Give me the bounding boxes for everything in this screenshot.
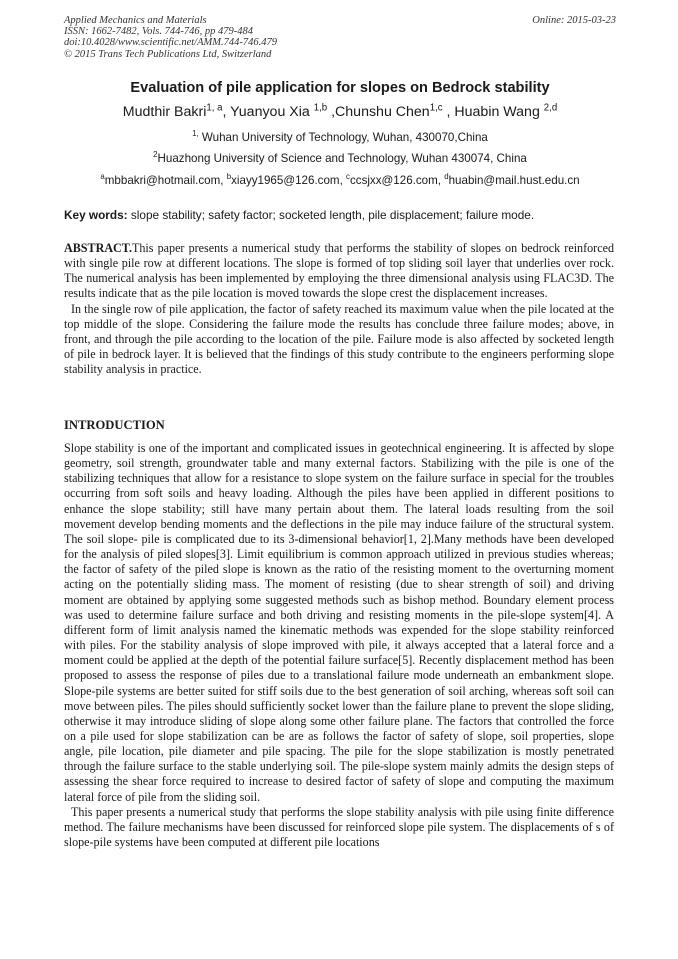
- journal-copyright: © 2015 Trans Tech Publications Ltd, Switzerland: [64, 48, 272, 60]
- abstract-paragraph-2: In the single row of pile application, the factor of safety reached its maximum value when the pile located at the top middle of the slope. Considering the failure mode the results has conclude three failure modes; above, in front, and through the pile according to the location of the pile. Failure mode is also affected by socketed length of pile in bedrock layer. It is believed that the findings of this study contribute to the engineers performing slope stability analysis in practice.: [64, 301, 614, 377]
- author-sup: 1,b: [313, 102, 328, 114]
- author-name: Yuanyou Xia: [230, 104, 310, 120]
- keywords-label: Key words:: [64, 208, 128, 222]
- abstract: [64, 241, 614, 377]
- abstract-paragraph-1: [64, 241, 614, 302]
- author-name: Mudthir Bakri: [122, 104, 207, 120]
- journal-header: [64, 15, 616, 60]
- affiliation-sup: 2: [153, 150, 158, 160]
- abstract-text: This paper presents a numerical study that performs the stability of slopes on bedrock reinforced with single pile row at different locations. The slope is formed of top sliding soil layer that underlies over rock. The numerical analysis has been implemented by employing the three dimensional analysis using FLAC3D. The results indicate that as the pile location is moved towards the slope crest the displacement increases.: [64, 241, 614, 301]
- email-sup: b: [226, 172, 232, 182]
- email-address: huabin@mail.hust.edu.cn: [448, 174, 580, 187]
- journal-name: Applied Mechanics and Materials: [64, 15, 207, 26]
- journal-doi: doi:10.4028/www.scientific.net/AMM.744-746.479: [64, 37, 277, 49]
- introduction-paragraph-2: This paper presents a numerical study that performs the slope stability analysis with pile using finite difference method. The failure mechanisms have been discussed for reinforced slope pile system. The displacements of s of slope-pile systems have been computed at different pile locations: [64, 804, 614, 850]
- author-list: Mudthir Bakri$^{1, a}$, Yuanyou Xia $^{1,b}$ ,Chunshu Chen$^{1,c}$ , Huabin Wang $^{2,d}$: [122, 102, 558, 120]
- email-address: ccsjxx@126.com: [349, 174, 438, 187]
- affiliation-2: [64, 152, 616, 165]
- affiliation-1: [64, 131, 616, 144]
- affiliation-text: Wuhan University of Technology, Wuhan, 430070,China: [201, 131, 488, 144]
- author-name: Chunshu Chen: [335, 104, 430, 120]
- email-sup: d: [444, 172, 449, 182]
- email-address: mbbakri@hotmail.com: [104, 174, 221, 187]
- introduction: [64, 441, 614, 850]
- abstract-label: ABSTRACT.: [64, 241, 132, 255]
- author-sup: 1,c: [429, 102, 443, 114]
- paper-title: Evaluation of pile application for slopes on Bedrock stability: [130, 80, 550, 96]
- online-date: Online: 2015-03-23: [532, 15, 616, 26]
- author-sup: 2,d: [543, 102, 558, 114]
- author-name: Huabin Wang: [454, 104, 540, 120]
- journal-issn: ISSN: 1662-7482, Vols. 744-746, pp 479-484: [64, 26, 253, 38]
- email-address: xiayy1965@126.com: [231, 174, 340, 187]
- introduction-heading: INTRODUCTION: [64, 418, 165, 432]
- keywords: [64, 208, 616, 222]
- email-sup: c: [346, 172, 350, 182]
- introduction-paragraph-1: Slope stability is one of the important and complicated issues in geotechnical engineering. It is affected by slope geometry, soil strength, groundwater table and many external factors. Stabilizing with the pile is one of the stabilizing techniques that allow for a resistance to slope system on the failure surface in special for the troubles occurring from soft soils and heavy loading. Although the piles have been applied in different positions to enhance the slope stability; still have many pertain about them. The lateral loads resulting from the soil movement develop bending moments and the deflections in the pile may induce failure of the structural system. The soil slope- pile is complicated due to its 3-dimensional behavior[1, 2].Many methods have been developed for the analysis of piled slopes[3]. Limit equilibrium is common approach utilized in previous studies whereas; the factor of safety of the piled slope is known as the ratio of the resisting moment to the overturning moment acting on the potentially sliding mass. The moment of resisting (due to shear strength of soil) and driving moment are obtained by applying some suggested methods such as bishop method. Boundary element process was used to determine failure surface and both driving and resisting moments in the pile-slope system[4]. A different form of limit analysis named the kinematic methods was expended for the slope stability reinforced with piles. For the stability analysis of slope improved with pile, it always accepted that a lateral force and a moment could be applied at the depth of the potential failure surface[5]. Recently displacement method has been proposed to assess the response of piles due to a translational failure mode underneath an embankment slope. Slope-pile systems are better suited for stiff soils due to the best generation of soil arching, whereas soft soil can move between piles. The piles should sufficiently socket lower than the failure plane to prevent the slope sliding, otherwise it may introduce sliding of slope along some other failure plane. The factors that controlled the force on a pile used for slope stabilization can be are as follows the factor of safety of slope, soil properties, slope angle, pile location, pile diameter and pile spacing. The pile for the slope stabilization is mostly penetrated through the failure surface to the stable underlying soil. The pile-slope system mainly admits the design steps of assessing the shear force required to increase to desired factor of safety of slope and computing the maximum lateral force of pile from the sliding soil.: [64, 441, 614, 804]
- author-sup: 1, a: [206, 102, 223, 114]
- affiliation-sup: 1,: [192, 129, 199, 139]
- email-sup: a: [100, 172, 105, 182]
- keywords-text: slope stability; safety factor; socketed length, pile displacement; failure mode.: [130, 208, 535, 222]
- email-line: $^a$mbbakri@hotmail.com, $^b$xiayy1965@126.com, $^c$ccsjxx@126.com, $^d$huabin@mail.hust.edu.cn: [100, 172, 580, 187]
- affiliation-text: Huazhong University of Science and Technology, Wuhan 430074, China: [157, 152, 527, 165]
